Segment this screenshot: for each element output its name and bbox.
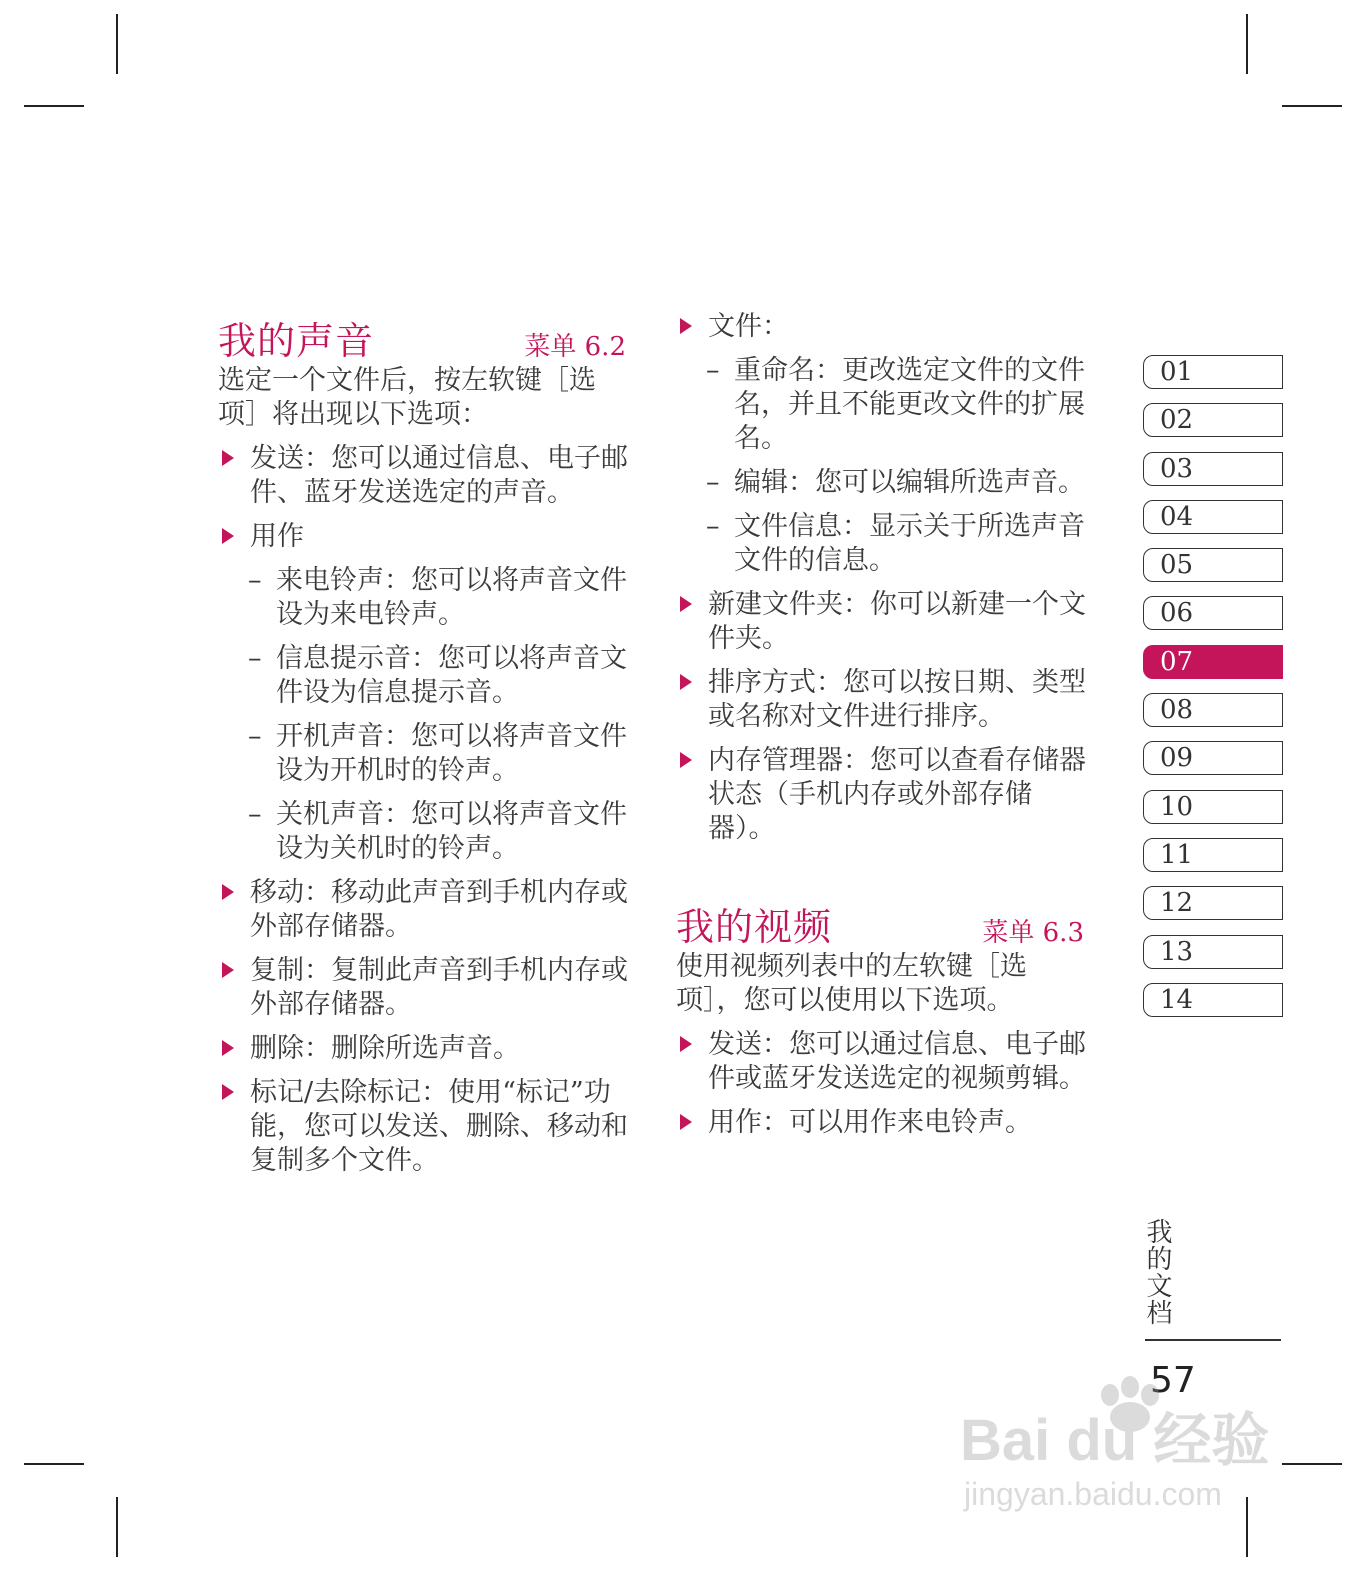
bullet-item: [218, 954, 628, 1022]
bullet-item: [676, 310, 1086, 344]
triangle-bullet-icon: [680, 1036, 692, 1052]
sub-item: [218, 720, 628, 788]
item-text: 关机声音：您可以将声音文件设为关机时的铃声。: [276, 799, 627, 864]
sub-item: [676, 466, 1086, 500]
triangle-bullet-icon: [222, 1040, 234, 1056]
chapter-tab-06: 06: [1143, 596, 1283, 630]
chapter-tab-02: 02: [1143, 403, 1283, 437]
triangle-bullet-icon: [680, 318, 692, 334]
menu-number: 菜单 6.2: [524, 332, 626, 362]
watermark-url: jingyan.baidu.com: [964, 1476, 1222, 1512]
option-list: [676, 310, 1086, 846]
crop-mark: [116, 14, 118, 74]
item-text: 删除：删除所选声音。: [250, 1033, 520, 1064]
chapter-tab-10: 10: [1143, 790, 1283, 824]
sub-item: [218, 642, 628, 710]
item-text: 排序方式：您可以按日期、类型或名称对文件进行排序。: [708, 667, 1086, 732]
option-list: [676, 1028, 1086, 1140]
triangle-bullet-icon: [680, 752, 692, 768]
section-title: 我的声音: [218, 319, 375, 363]
item-text: 开机声音：您可以将声音文件设为开机时的铃声。: [276, 721, 627, 786]
crop-mark: [116, 1497, 118, 1557]
bullet-item: [676, 666, 1086, 734]
item-text: 文件：: [708, 311, 789, 342]
triangle-bullet-icon: [222, 1084, 234, 1100]
dash-bullet-icon: –: [248, 565, 262, 596]
chapter-tab-08: 08: [1143, 693, 1283, 727]
dash-bullet-icon: –: [706, 355, 720, 386]
bullet-item: [218, 442, 628, 510]
section-intro: 选定一个文件后，按左软键［选项］将出现以下选项：: [218, 365, 596, 430]
chapter-tab-01: 01: [1143, 355, 1283, 389]
sub-item: [676, 510, 1086, 578]
section-intro: 使用视频列表中的左软键［选项］，您可以使用以下选项。: [676, 951, 1027, 1016]
bullet-item: [676, 744, 1086, 846]
item-text: 信息提示音：您可以将声音文件设为信息提示音。: [276, 643, 627, 708]
left-column: [218, 310, 628, 1188]
triangle-bullet-icon: [222, 884, 234, 900]
item-text: 用作：可以用作来电铃声。: [708, 1107, 1032, 1138]
item-text: 新建文件夹：你可以新建一个文件夹。: [708, 589, 1086, 654]
triangle-bullet-icon: [680, 1114, 692, 1130]
item-text: 用作: [250, 521, 304, 552]
chapter-tab-07: 07: [1143, 645, 1283, 679]
option-list: [218, 442, 628, 1178]
triangle-bullet-icon: [680, 596, 692, 612]
sub-item: [218, 564, 628, 632]
bullet-item: [218, 876, 628, 944]
triangle-bullet-icon: [222, 528, 234, 544]
item-text: 复制：复制此声音到手机内存或外部存储器。: [250, 955, 628, 1020]
right-column: [676, 310, 1086, 1150]
chapter-tab-03: 03: [1143, 452, 1283, 486]
dash-bullet-icon: –: [248, 799, 262, 830]
bullet-item: [218, 520, 628, 554]
crop-mark: [24, 105, 84, 107]
watermark-brand: Bai du 经验: [960, 1408, 1270, 1473]
dash-bullet-icon: –: [248, 721, 262, 752]
item-text: 发送：您可以通过信息、电子邮件或蓝牙发送选定的视频剪辑。: [708, 1029, 1086, 1094]
item-text: 发送：您可以通过信息、电子邮件、蓝牙发送选定的声音。: [250, 443, 628, 508]
triangle-bullet-icon: [222, 450, 234, 466]
dash-bullet-icon: –: [248, 643, 262, 674]
crop-mark: [24, 1463, 84, 1465]
sub-item: [676, 354, 1086, 456]
item-text: 移动：移动此声音到手机内存或外部存储器。: [250, 877, 628, 942]
item-text: 标记/去除标记：使用“标记”功能，您可以发送、删除、移动和复制多个文件。: [250, 1077, 628, 1176]
chapter-tab-14: 14: [1143, 983, 1283, 1017]
page-number: 57: [1150, 1360, 1196, 1401]
triangle-bullet-icon: [222, 962, 234, 978]
chapter-tab-05: 05: [1143, 548, 1283, 582]
bullet-item: [676, 588, 1086, 656]
chapter-tab-09: 09: [1143, 741, 1283, 775]
bullet-item: [218, 1032, 628, 1066]
section-title: 我的视频: [676, 905, 833, 949]
chapter-tab-12: 12: [1143, 886, 1283, 920]
chapter-tabs: [1143, 355, 1283, 1031]
crop-mark: [1282, 105, 1342, 107]
item-text: 内存管理器：您可以查看存储器状态（手机内存或外部存储器）。: [708, 745, 1086, 844]
bullet-item: [676, 1028, 1086, 1096]
dash-bullet-icon: –: [706, 511, 720, 542]
menu-number: 菜单 6.3: [982, 918, 1084, 948]
baidu-watermark-logo: [960, 1375, 1280, 1520]
chapter-title: 我的文档: [1142, 1218, 1172, 1326]
crop-mark: [1282, 1463, 1342, 1465]
item-text: 编辑：您可以编辑所选声音。: [734, 467, 1085, 498]
bullet-item: [218, 1076, 628, 1178]
chapter-tab-04: 04: [1143, 500, 1283, 534]
item-text: 文件信息：显示关于所选声音文件的信息。: [734, 511, 1085, 576]
bullet-item: [676, 1106, 1086, 1140]
chapter-tab-13: 13: [1143, 935, 1283, 969]
item-text: 来电铃声：您可以将声音文件设为来电铃声。: [276, 565, 627, 630]
triangle-bullet-icon: [680, 674, 692, 690]
section-header-my-videos: [676, 896, 1086, 950]
sub-item: [218, 798, 628, 866]
section-header-my-sounds: [218, 310, 628, 364]
crop-mark: [1246, 14, 1248, 74]
dash-bullet-icon: –: [706, 467, 720, 498]
chapter-tab-11: 11: [1143, 838, 1283, 872]
divider: [1145, 1339, 1281, 1341]
item-text: 重命名：更改选定文件的文件名，并且不能更改文件的扩展名。: [734, 355, 1085, 454]
